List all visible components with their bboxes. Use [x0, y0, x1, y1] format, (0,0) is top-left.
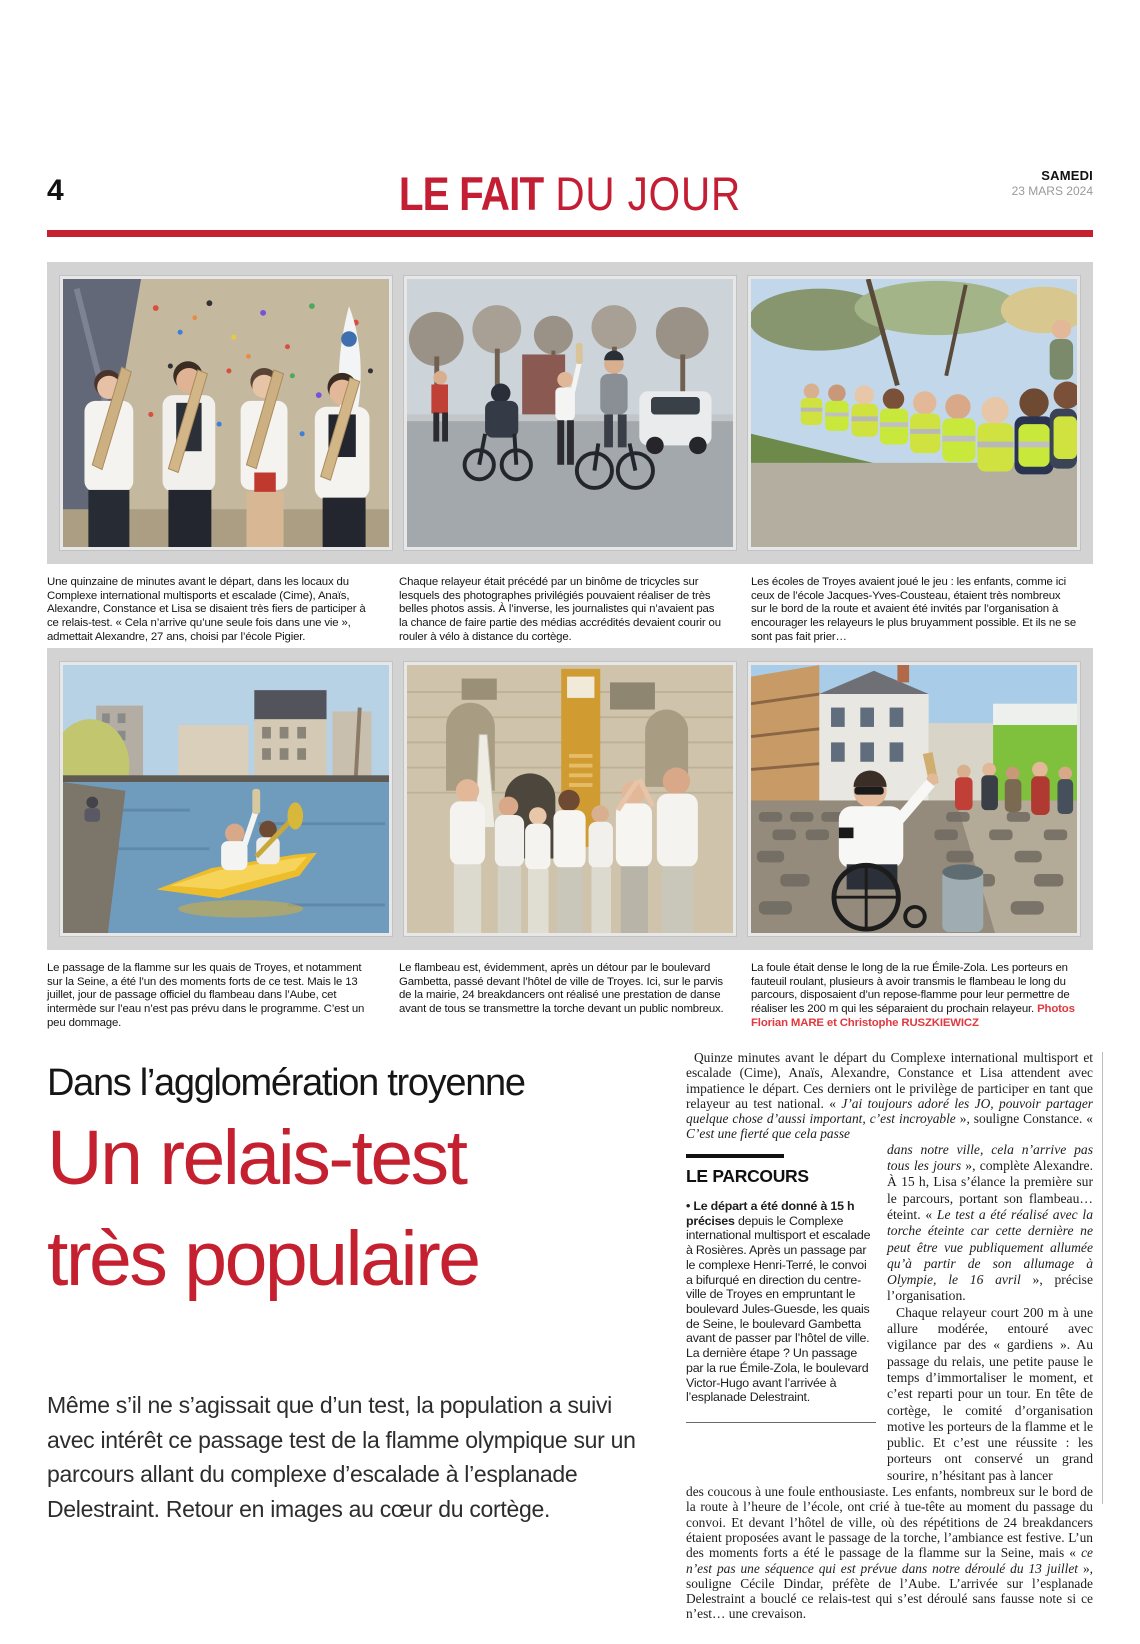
subcolumn-paragraph-1 — [887, 1142, 1093, 1305]
torch-rest-cylinder — [942, 864, 983, 932]
sidebar-top-rule — [686, 1154, 784, 1158]
photo-tricycles-street — [403, 275, 737, 551]
intro-quote-1: J’ai toujours adoré les JO, pouvoir partager quelque chose d’aussi important, c’est incroyable — [686, 1095, 1093, 1127]
photo-climbing-gym-torchbearers — [59, 275, 393, 551]
caption-row-bottom — [47, 962, 1093, 1031]
caption-wheelchair — [751, 962, 1093, 1031]
caption-mairie: Le flambeau est, évidemment, après un détour par le boulevard Gambetta, passé devant l’hôtel de ville de Troyes. Ici, sur le parvis de la mairie, 24 breakdancers ont réalisé une prestation de danse avant de tous se transmettre la torche devant un public nombreux. — [399, 962, 724, 1016]
sidebar-lead-rest: depuis le Complexe international multisport et escalade à Rosières. Après un passage par le complexe Henri-Terré, le convoi a bifurqué en direction du centre-ville de Troyes en empruntant le boulevard Jules-Guesde, les quais de Seine, le boulevard Gambetta avant de passer par l’hôtel de ville. La dernière étape ? Un passage par la rue Émile-Zola, le boulevard Victor-Hugo avant l’arrivée à l’esplanade Delestraint. — [686, 1213, 871, 1405]
section-title-bold: LE FAIT — [398, 167, 544, 220]
article-bottom-paragraph — [686, 1484, 1093, 1622]
caption-tricycles: Chaque relayeur était précédé par un binôme de tricycles sur lesquels des photographes privilégiés pouvaient réaliser de très belles photos assis. À l’inverse, les journalistes qui n’avaient pas la chance de faire partie des médias accrédités devaient courir ou rouler à vélo à distance du cortège. — [399, 576, 721, 643]
article-body — [686, 1050, 1093, 1622]
headline-line-2: très populaire — [47, 1216, 479, 1302]
photo-hotel-de-ville-breakdancers — [403, 661, 737, 937]
bottom-text-2: », souligne Cécile Dindar, préfète de l’Aube. L’arrivée sur l’esplanade Delestraint a bouclé ce relais-test qui s’est déroulé sans fausse note si ce n’est… une crevaison. — [686, 1560, 1093, 1622]
photo-band-bottom — [47, 648, 1093, 950]
sidebar-body — [686, 1199, 876, 1405]
article-right-subcolumn — [887, 1142, 1093, 1484]
header-red-rule — [47, 230, 1093, 237]
dateline-date: 23 MARS 2024 — [1011, 184, 1093, 198]
teacher-figure — [1050, 320, 1073, 380]
sidebar-lead-bold: • Le départ a été donné à 15 h précises — [686, 1199, 855, 1228]
photo-mairie-illustration — [407, 665, 733, 933]
sidebar-title: LE PARCOURS — [686, 1165, 809, 1186]
photo-schoolchildren-illustration — [751, 279, 1077, 547]
article-standfirst: Même s’il ne s’agissait que d’un test, la population a suivi avec intérêt ce passage test de la flamme olympique sur un parcours allant du complexe d’escalade à l’esplanade Delestraint. Retour en images au cœur du cortège. — [47, 1392, 636, 1522]
page-number: 4 — [47, 174, 64, 207]
intro-text-2: », souligne Constance. « — [955, 1111, 1093, 1127]
intro-quote-2: C’est une fierté que cela passe — [686, 1126, 850, 1142]
subcol-text-2: », précise l’organisation. — [887, 1272, 1093, 1304]
sidebar-le-parcours — [686, 1142, 876, 1423]
photo-band-top — [47, 262, 1093, 564]
photo-canoe-illustration — [63, 665, 389, 933]
article-kicker: Dans l’agglomération troyenne — [47, 1062, 525, 1104]
dateline-day: SAMEDI — [1041, 168, 1093, 183]
subcol-quote-2: Le test a été réalisé avec la torche éteinte car cette dernière ne peut être vue publiquement allumée qu’à partir de son allumage à Olympie, le 16 avril — [887, 1206, 1093, 1288]
caption-wheelchair-text: La foule était dense le long de la rue Émile-Zola. Les porteurs en fauteuil roulant, plusieurs à avoir transmis le flambeau le long du parcours, disposaient d’un repose-flamme pour leur permettre de réaliser les 200 m qui les séparaient du prochain relayeur. — [751, 962, 1070, 1016]
intro-text-1: Quinze minutes avant le départ du Complexe international multisport et escalade (Cime), Anaïs, Alexandre, Constance et Lisa attendent avec impatience le départ. Ces derniers ont le privilège de participer en tant que relayeur au test national. « — [686, 1050, 1093, 1111]
photo-credit: Photos Florian MARE et Christophe RUSZKIEWICZ — [751, 1003, 1075, 1029]
two-column-row — [686, 1142, 1093, 1484]
bottom-text-1: des coucous à une foule enthousiaste. Les enfants, nombreux sur le bord de la route à l’heure de l’école, ont crié à tue-tête au moment du passage du convoi. Et devant l’hôtel de ville, où des répétitions de 24 breakdancers étaient proposées avant le passage de la torche, l’ambiance est festive. L’un des moments forts a été le passage de la flamme sur la Seine, mais « — [686, 1484, 1093, 1561]
photo-schoolchildren-hivis — [747, 275, 1081, 551]
photo-climbing-gym-illustration — [63, 279, 389, 547]
section-masthead — [0, 166, 1140, 221]
caption-schoolchildren: Les écoles de Troyes avaient joué le jeu : les enfants, comme ici ceux de l’école Jacques-Yves-Cousteau, étaient très nombreux sur le bord de la route et avaient été invités par l’organisation à encourager les relayeurs le plus bruyamment possible. Et ils ne se sont pas fait prier… — [751, 576, 1077, 643]
article-intro-paragraph — [686, 1050, 1093, 1142]
caption-canoe: Le passage de la flamme sur les quais de Troyes, et notamment sur la Seine, a été l’un des moments forts de ce test. Mais le 13 juillet, jour de passage officiel du flambeau dans l’Aube, cet intermède sur l’eau n’est pas prévu dans le programme. C’est un peu dommage. — [47, 962, 365, 1029]
subcol-quote-1: dans notre ville, cela n’arrive pas tous les jours — [887, 1141, 1093, 1174]
photo-tricycles-illustration — [407, 279, 733, 547]
photo-wheelchair-torchbearer — [747, 661, 1081, 937]
subcolumn-paragraph-2: Chaque relayeur court 200 m à une allure modérée, entouré avec vigilance par des « gardiens ». Au passage du relais, une petite pause le temps d’immortaliser le moment, et c’est reparti pour un tour. En tête de cortège, le comité d’organisation motive les porteurs de la flamme et le public. Et c’est une réussite : les porteurs ont conservé un grand sourire, n’hésitant pas à lancer — [887, 1304, 1093, 1483]
headline-line-1: Un relais-test — [47, 1115, 466, 1201]
bottom-quote-1: ce n’est pas une séquence qui est prévue dans notre déroulé du 13 juillet — [686, 1545, 1093, 1576]
dateline — [1012, 168, 1093, 198]
sidebar-bottom-rule — [686, 1422, 876, 1423]
column-vertical-rule — [1102, 1052, 1103, 1504]
article-headline — [47, 1108, 479, 1310]
caption-climbing-gym: Une quinzaine de minutes avant le départ, dans les locaux du Complexe international multisports et escalade (Cime), Anaïs, Alexandre, Constance et Lisa se disaient très fiers de participer à ce relais-test. « Cela n’arrive qu’une seule fois dans une vie », admettait Alexandre, 27 ans, choisi par l’école Pigier. — [47, 576, 366, 643]
photo-canoe-seine — [59, 661, 393, 937]
caption-row-top — [47, 576, 1093, 645]
subcol-text-1: », complète Alexandre. À 15 h, Lisa s’élance la première sur le parcours, portant son flambeau… éteint. « — [887, 1158, 1093, 1222]
escort-car — [639, 391, 711, 454]
section-title-light: DU JOUR — [543, 167, 742, 220]
photo-wheelchair-illustration — [751, 665, 1077, 933]
